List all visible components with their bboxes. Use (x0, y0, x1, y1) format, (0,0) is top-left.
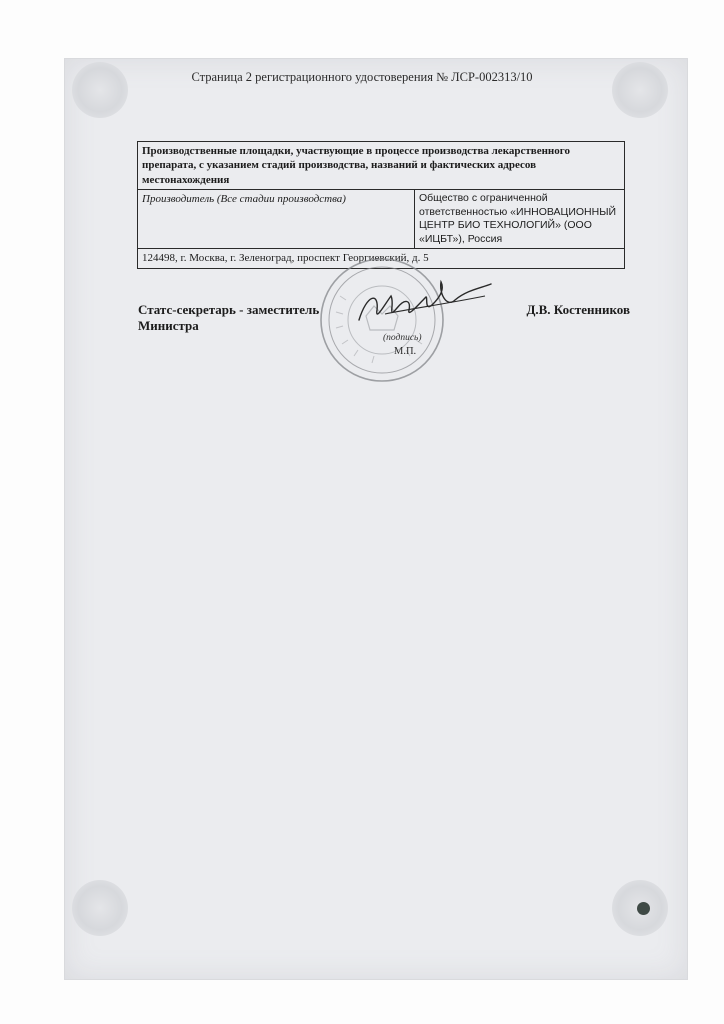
production-sites-table (137, 141, 625, 269)
corner-ornament-bottom-left (72, 880, 128, 936)
table-title-row (138, 142, 625, 190)
producer-address: 124498, г. Москва, г. Зеленоград, проспект Георгиевский, д. 5 (138, 249, 625, 268)
signatory-position: Статс-секретарь - заместитель Министра (138, 302, 320, 334)
corner-ornament-top-left (72, 62, 128, 118)
table-row (138, 189, 625, 249)
producer-organization: Общество с ограниченной ответственностью «ИННОВАЦИОННЫЙ ЦЕНТР БИО ТЕХНОЛОГИЙ» (ООО «ИЦБТ»), Россия (415, 189, 625, 249)
table-title: Производственные площадки, участвующие в процессе производства лекарственного препарата, с указанием стадий производства, названий и фактических адресов местонахождения (138, 142, 625, 190)
corner-ornament-top-right (612, 62, 668, 118)
punch-hole (637, 902, 650, 915)
producer-role: Производитель (Все стадии производства) (138, 189, 415, 249)
signature-caption: (подпись) (383, 333, 422, 343)
page-header: Страница 2 регистрационного удостоверения № ЛСР-002313/10 (191, 70, 533, 84)
seal-caption: М.П. (394, 346, 417, 357)
signatory-name: Д.В. Костенников (526, 302, 630, 317)
handwritten-signature (355, 274, 495, 334)
